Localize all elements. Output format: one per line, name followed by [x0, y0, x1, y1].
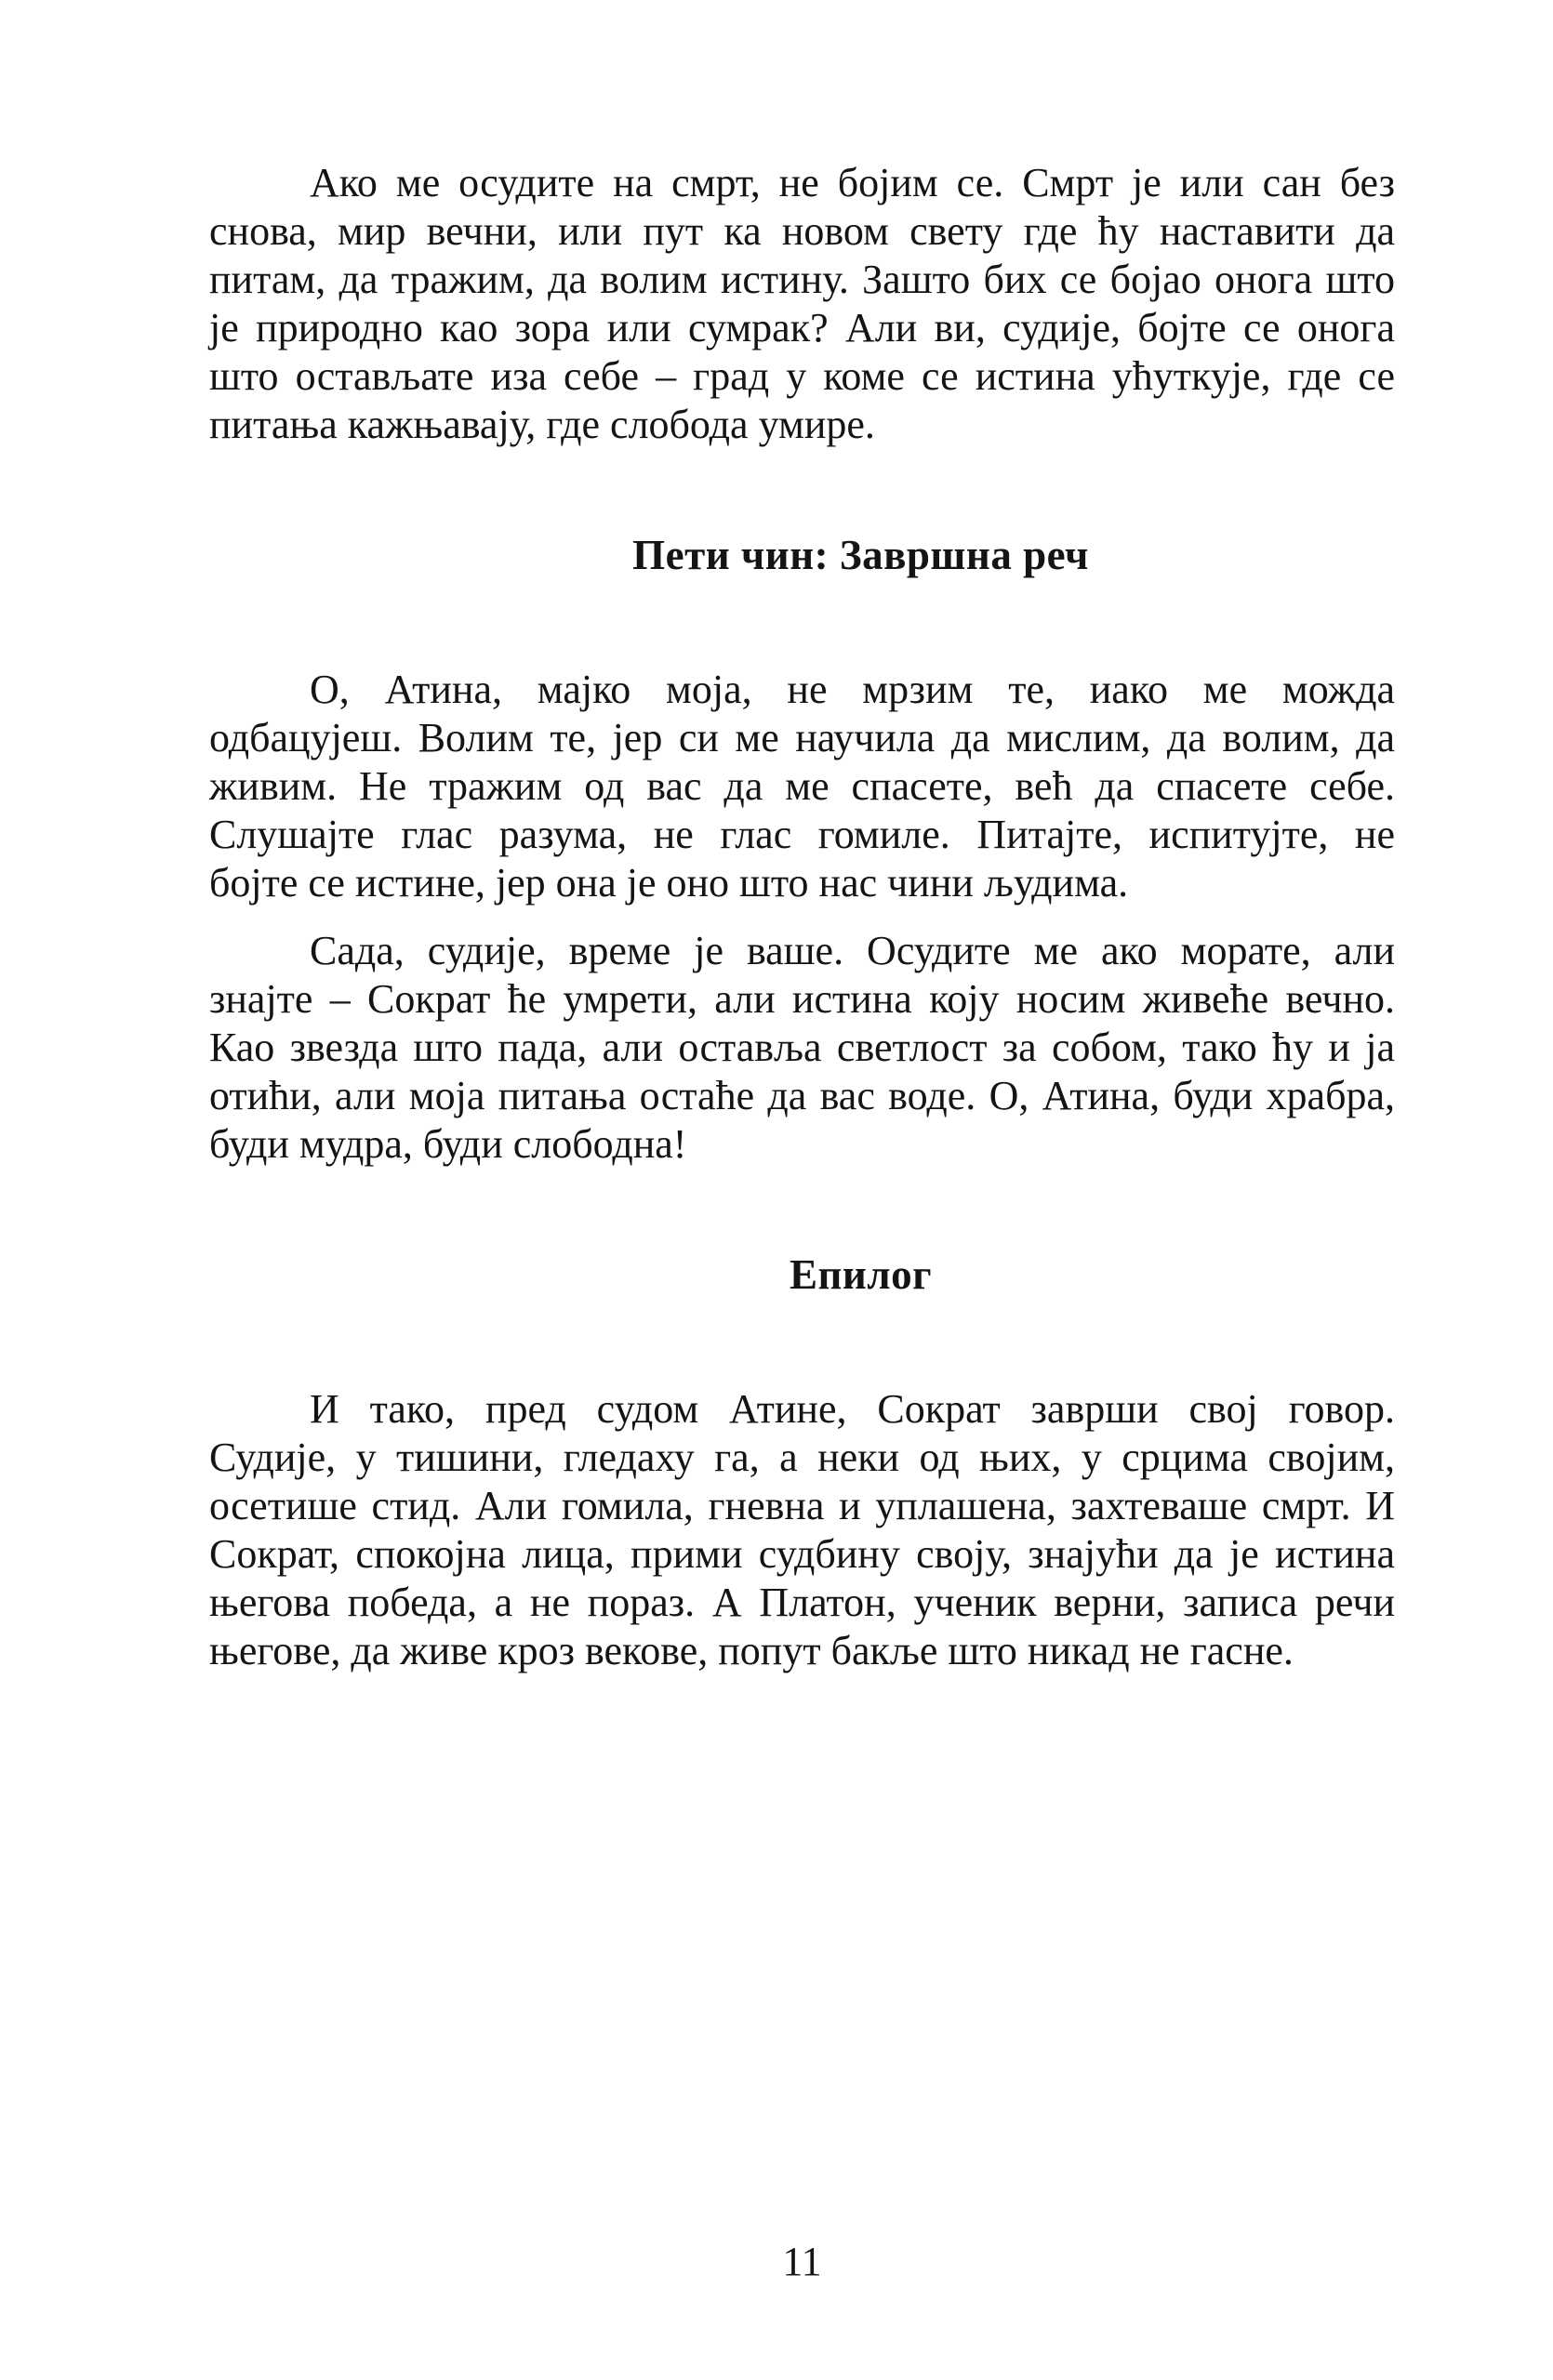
- text-line: О, Атина, мајко моја, не мрзим те, иако ме можда: [310, 667, 1395, 712]
- epilogue-heading: Епилог: [789, 1251, 933, 1298]
- paragraph-athena-address: [209, 666, 1395, 907]
- text-line: Сократ, спокојна лица, прими судбину своју, знајући да је истина: [209, 1531, 1395, 1577]
- text-line: И тако, пред судом Атине, Сократ заврши свој говор.: [310, 1386, 1395, 1432]
- text-line: Слушајте глас разума, не глас гомиле. Питајте, испитујте, не: [209, 812, 1395, 857]
- text-line: питам, да тражим, да волим истину. Зашто бих се бојао онога што: [209, 257, 1395, 302]
- text-line: снова, мир вечни, или пут ка новом свету где ћу наставити да: [209, 208, 1395, 254]
- page-number: 11: [782, 2239, 822, 2284]
- act-five-heading: Пети чин: Завршна реч: [632, 532, 1089, 578]
- text-line: Ако ме осудите на смрт, не бојим се. Смрт је или сан без: [310, 160, 1395, 205]
- text-line: осетише стид. Али гомила, гневна и уплашена, захтеваше смрт. И: [209, 1483, 1395, 1528]
- paragraph-final-words: [209, 927, 1395, 1169]
- text-line: је природно као зора или сумрак? Али ви, судије, бојте се онога: [209, 305, 1395, 350]
- text-line: Као звезда што пада, али оставља светлост за собом, тако ћу и ја: [209, 1025, 1395, 1070]
- text-line: његова победа, а не пораз. А Платон, ученик верни, записа речи: [209, 1580, 1395, 1625]
- text-line: што остављате иза себе – град у коме се истина ућуткује, где се: [209, 353, 1395, 399]
- text-line: Сада, судије, време је ваше. Осудите ме ако морате, али: [310, 928, 1395, 973]
- text-line: знајте – Сократ ће умрети, али истина коју носим живеће вечно.: [209, 976, 1395, 1022]
- paragraph-death-speech: [209, 159, 1395, 449]
- text-block: [209, 159, 1395, 1675]
- text-line: одбацујеш. Волим те, јер си ме научила да мислим, да волим, да: [209, 715, 1395, 760]
- paragraph-epilogue: [209, 1385, 1395, 1675]
- text-line: Судије, у тишини, гледаху га, а неки од њих, у срцима својим,: [209, 1435, 1395, 1480]
- text-line: буди мудра, буди слободна!: [209, 1121, 687, 1167]
- text-line: живим. Не тражим од вас да ме спасете, већ да спасете себе.: [209, 763, 1395, 809]
- text-line: питања кажњавају, где слобода умире.: [209, 402, 875, 447]
- text-line: бојте се истине, јер она је оно што нас чини људима.: [209, 860, 1129, 906]
- text-line: његове, да живе кроз векове, попут бакље што никад не гасне.: [209, 1628, 1294, 1673]
- text-line: отићи, али моја питања остаће да вас воде. О, Атина, буди храбра,: [209, 1073, 1395, 1118]
